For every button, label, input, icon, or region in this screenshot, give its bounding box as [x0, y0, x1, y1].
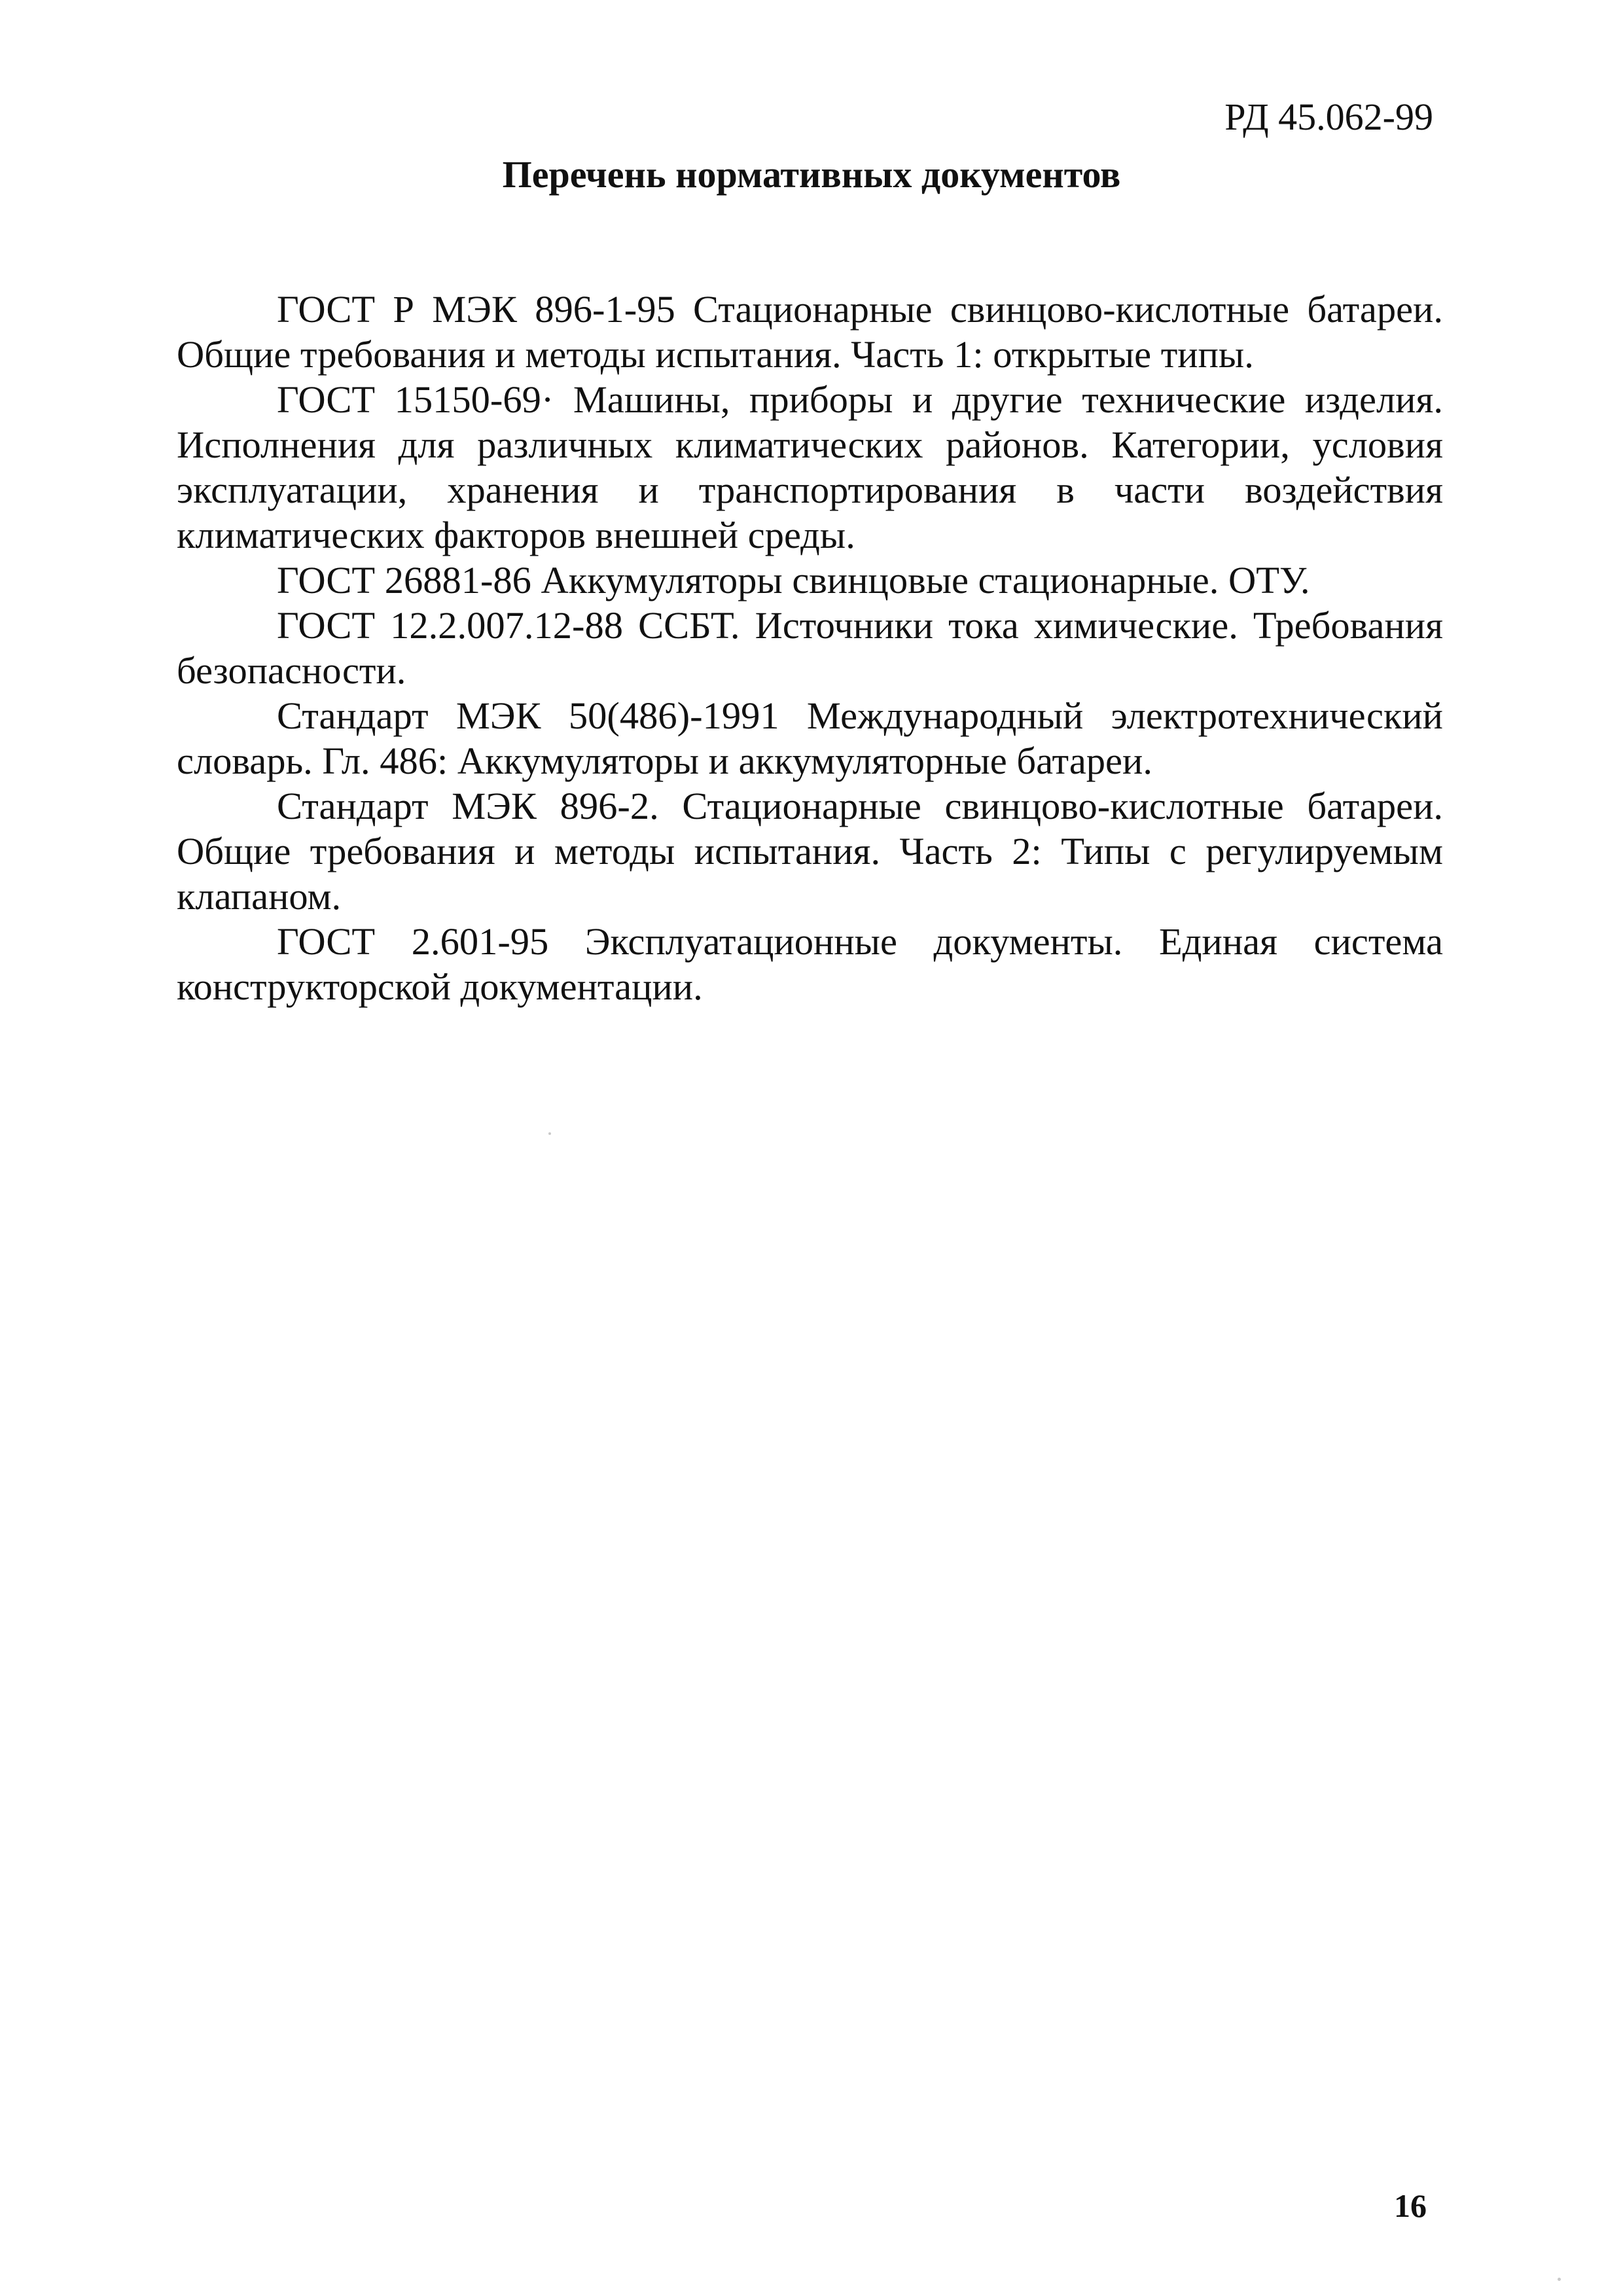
reference-item: Стандарт МЭК 50(486)-1991 Международный электротехнический словарь. Гл. 486: Аккумуляторы и аккумуляторные батареи. — [177, 694, 1443, 782]
reference-item: ГОСТ 12.2.007.12-88 ССБТ. Источники тока химические. Требования безопасности. — [177, 604, 1443, 692]
page-title: Перечень нормативных документов — [502, 153, 1121, 196]
scan-speck — [548, 1132, 551, 1135]
reference-item: ГОСТ 2.601-95 Эксплуатационные документы. Единая система конструкторской документации. — [177, 920, 1443, 1008]
page-number: 16 — [1394, 2187, 1427, 2224]
reference-item: ГОСТ 15150-69· Машины, приборы и другие технические изделия. Исполнения для различных климатических районов. Категории, условия эксплуатации, хранения и транспортирования в части воздействия климатических факторов внешней среды. — [177, 378, 1443, 556]
reference-list — [177, 287, 1443, 1009]
reference-item: ГОСТ 26881-86 Аккумуляторы свинцовые стационарные. ОТУ. — [277, 559, 1310, 601]
reference-item: ГОСТ Р МЭК 896-1-95 Стационарные свинцово-кислотные батареи. Общие требования и методы испытания. Часть 1: открытые типы. — [177, 288, 1443, 376]
document-code: РД 45.062-99 — [1224, 96, 1433, 138]
reference-item: Стандарт МЭК 896-2. Стационарные свинцово-кислотные батареи. Общие требования и методы испытания. Часть 2: Типы с регулируемым клапаном. — [177, 785, 1443, 918]
scan-speck — [1558, 2278, 1561, 2281]
